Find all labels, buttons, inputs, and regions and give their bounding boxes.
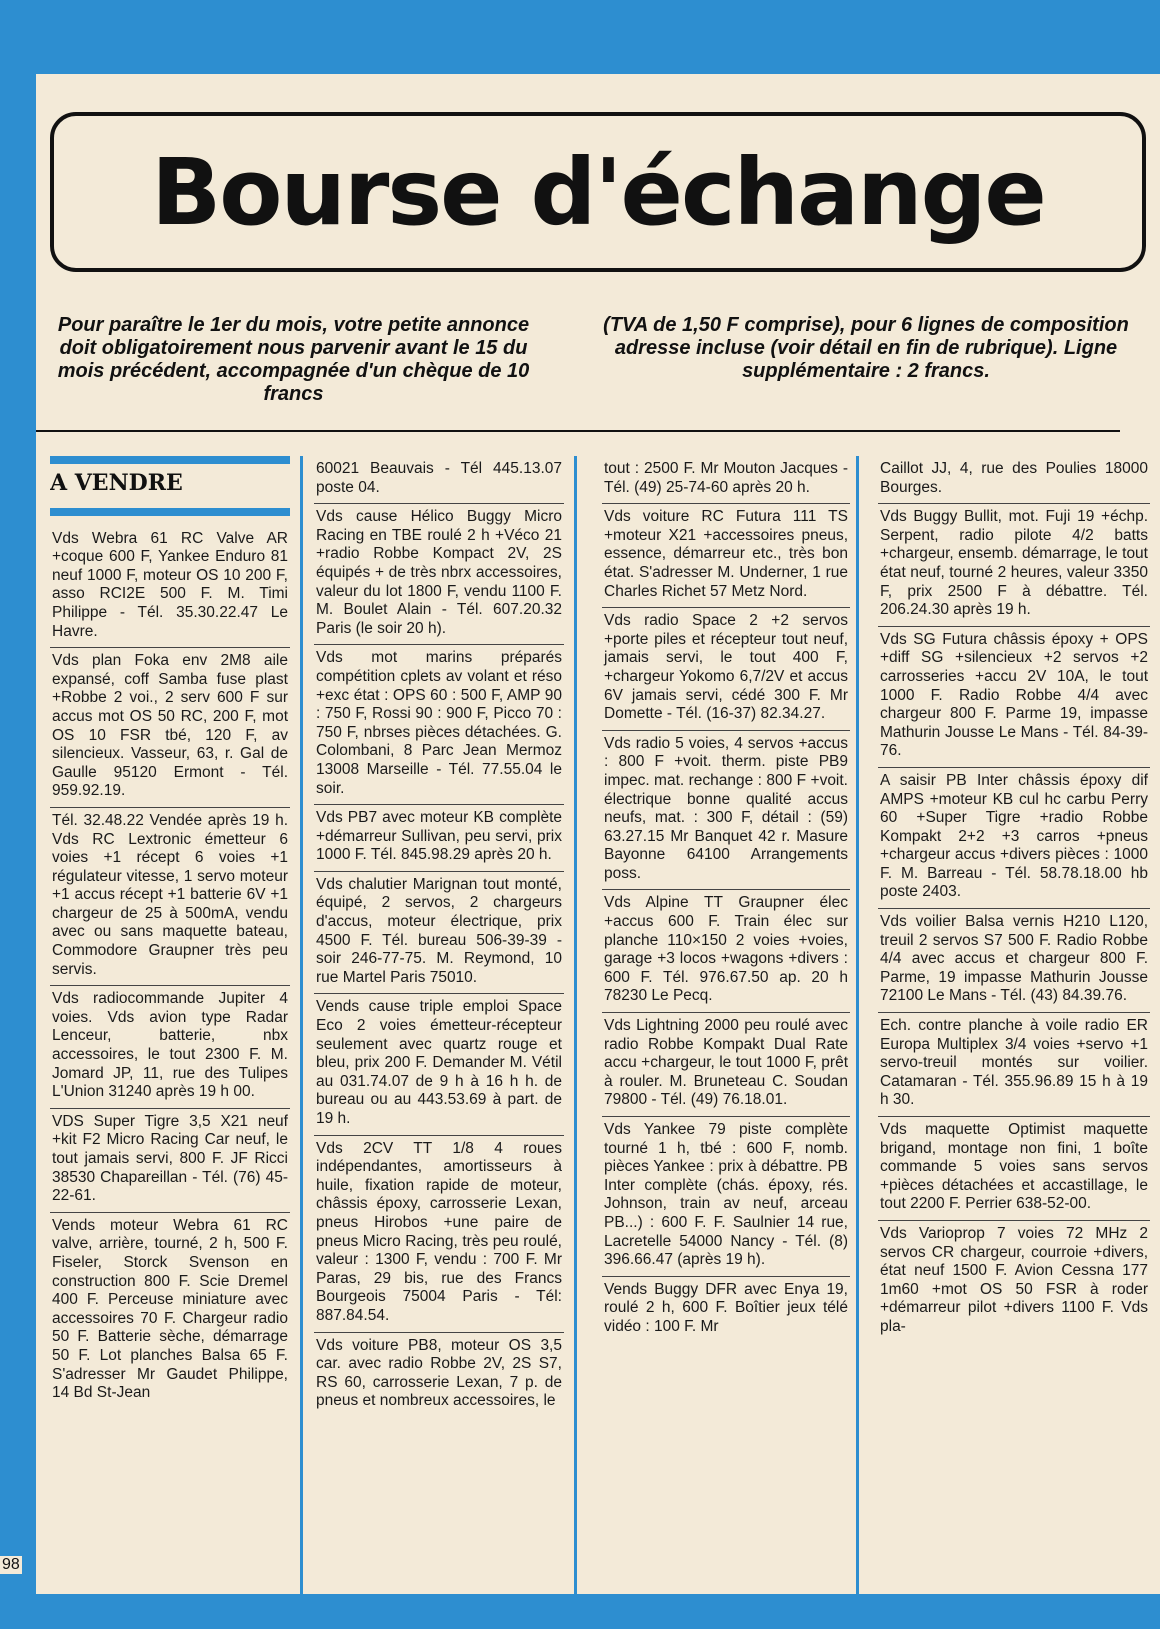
classified-ad: Vds cause Hélico Buggy Micro Racing en TBE roulé 2 h +Véco 21 +radio Robbe Kompact 2V, 2S équipés + de très nbrx accessoires, valeur du lot 1800 F, vendu 1100 F. M. Boulet Alain - Tél. 607.20.32 Paris (le soir 20 h).: [314, 504, 564, 645]
classified-ad: tout : 2500 F. Mr Mouton Jacques - Tél. (49) 25-74-60 après 20 h.: [602, 456, 850, 504]
classified-ad: Vds SG Futura châssis époxy + OPS +diff SG +silencieux +2 servos +2 carrosseries +accu 2V 10A, le tout 1000 F. Radio Robbe 4/4 avec chargeur 800 F. Parme 19, impasse Mathurin Jousse Le Mans - Tél. 84-39-76.: [878, 627, 1150, 768]
magazine-page: [36, 74, 1160, 1594]
column-3: [602, 456, 850, 1594]
classified-ad: Vds Webra 61 RC Valve AR +coque 600 F, Yankee Enduro 81 neuf 1000 F, moteur OS 10 200 F, asso RCI2E 500 F. M. Timi Philippe - Tél. 35.30.22.47 Le Havre.: [50, 526, 290, 649]
section-header: [50, 456, 290, 516]
page-number: 98: [2, 1556, 20, 1573]
classified-ad: Vds maquette Optimist maquette brigand, montage non fini, 1 boîte commande 5 voies sans servos +pièces détachées et accastillage, le tout 2200 F. Perrier 638-52-00.: [878, 1117, 1150, 1221]
column-divider: [574, 456, 577, 1594]
classified-ad: Vds Alpine TT Graupner élec +accus 600 F. Train élec sur planche 110×150 2 voies +voies, garage +3 locos +wagons +divers : 600 F. Tél. 976.67.50 ap. 20 h 78230 Le Pecq.: [602, 890, 850, 1013]
classified-ad: Vds plan Foka env 2M8 aile expansé, coff Samba fuse plast +Robbe 2 voi., 2 serv 600 F sur accus mot OS 50 RC, 200 F, mot OS 10 FSR tbé, 120 F, av silencieux. Vasseur, 63, r. Gal de Gaulle 95120 Ermont - Tél. 959.92.19.: [50, 648, 290, 808]
classified-ad: Vends moteur Webra 61 RC valve, arrière, tourné, 2 h, 500 F. Fiseler, Storck Svenson en construction 800 F. Scie Dremel 400 F. Perceuse miniature avec accessoires 70 F. Chargeur radio 50 F. Batterie sèche, démarrage 50 F. Lot planches Balsa 65 F. S'adresser Mr Gaudet Philippe, 14 Bd St-Jean: [52, 1216, 288, 1402]
classified-ad: Vds PB7 avec moteur KB complète +démarreur Sullivan, peu servi, prix 1000 F. Tél. 845.98.29 après 20 h.: [314, 805, 564, 872]
classified-ad: Vds Yankee 79 piste complète tourné 1 h, tbé : 600 F, nomb. pièces Yankee : prix à débattre. PB Inter complète (chás. époxy, rés. Johnson, train av neuf, arceau PB...) : 600 F. F. Saulnier 14 rue, Lacretelle 54000 Nancy - Tél. (8) 396.66.47 (après 19 h).: [602, 1117, 850, 1277]
classified-ad: Vends Buggy DFR avec Enya 19, roulé 2 h, 600 F. Boîtier jeux télé vidéo : 100 F. Mr: [604, 1280, 848, 1335]
classified-ad: A saisir PB Inter châssis époxy dif AMPS +moteur KB cul hc carbu Perry 60 +Super Tigre +radio Robbe Kompakt 2+2 +3 carros +pneus +chargeur accus +divers pièces : 1000 F. M. Barreau - Tél. 58.78.18.00 hb poste 2403.: [878, 768, 1150, 909]
classified-ad: Vds voiture RC Futura 111 TS +moteur X21 +accessoires pneus, essence, démarreur etc., très bon état. S'adresser M. Underner, 1 rue Charles Richet 57 Metz Nord.: [602, 504, 850, 608]
classified-ad: Vds radiocommande Jupiter 4 voies. Vds avion type Radar Lenceur, batterie, nbx accessoires, le tout 2300 F. M. Jomard JP, 11, rue des Tulipes L'Union 31240 après 19 h 00.: [50, 986, 290, 1109]
header-divider: [36, 430, 1120, 432]
classified-ad: Vends cause triple emploi Space Eco 2 voies émetteur-récepteur seulement avec quartz rouge et bleu, prix 200 F. Demander M. Vétil au 031.74.07 de 9 h à 16 h h. de bureau ou au 443.53.69 à part. de 19 h.: [314, 994, 564, 1135]
column-2: [314, 456, 564, 1594]
classified-ad: Vds radio Space 2 +2 servos +porte piles et récepteur tout neuf, jamais servi, le tout 400 F, +chargeur Yokomo 6,7/2V et accus 6V jamais servi, cédé 300 F. Mr Domette - Tél. (16-37) 82.34.27.: [602, 608, 850, 731]
column-divider: [300, 456, 303, 1594]
intro-text-left: Pour paraître le 1er du mois, votre petite annonce doit obligatoirement nous parvenir avant le 15 du mois précédent, accompagnée d'un chèque de 10 francs: [57, 314, 530, 405]
classified-ad: 60021 Beauvais - Tél 445.13.07 poste 04.: [314, 456, 564, 504]
classified-ad: VDS Super Tigre 3,5 X21 neuf +kit F2 Micro Racing Car neuf, le tout jamais servi, 800 F. JF Ricci 38530 Chapareillan - Tél. (76) 45-22-61.: [50, 1109, 290, 1213]
classified-ad: Vds Varioprop 7 voies 72 MHz 2 servos CR chargeur, courroie +divers, état neuf 1500 F. Avion Cessna 177 1m60 +mot OS 50 FSR à roder +démarreur pilot +divers 1100 F. Vds pla-: [880, 1224, 1148, 1335]
classified-ad: Ech. contre planche à voile radio ER Europa Multiplex 3/4 voies +servo +1 servo-treuil montés sur voilier. Catamaran - Tél. 355.96.89 15 h à 19 h 30.: [878, 1013, 1150, 1117]
classified-ad: Vds voilier Balsa vernis H210 L120, treuil 2 servos S7 500 F. Radio Robbe 4/4 avec accus et chargeur 800 F. Parme, 19 impasse Mathurin Jousse 72100 Le Mans - Tél. (43) 84.39.76.: [878, 909, 1150, 1013]
page-title: Bourse d'échange: [151, 138, 1045, 246]
classified-ad: Tél. 32.48.22 Vendée après 19 h. Vds RC Lextronic émetteur 6 voies +1 récept 6 voies +1 régulateur vitesse, 1 servo moteur +1 accus récept +1 batterie 6V +1 chargeur de 25 à 500mA, vendu avec ou sans maquette bateau, Commodore Graupner très peu servis.: [50, 808, 290, 986]
column-4: [878, 456, 1150, 1594]
intro-text-right: (TVA de 1,50 F comprise), pour 6 lignes de composition adresse incluse (voir détail en fin de rubrique). Ligne supplémentaire : 2 francs.: [603, 314, 1129, 382]
classified-ad: Vds chalutier Marignan tout monté, équipé, 2 servos, 2 chargeurs d'accus, moteur électrique, prix 4500 F. Tél. bureau 506-39-39 - soir 246-77-75. M. Reymond, 10 rue Martel Paris 75010.: [314, 872, 564, 995]
column-divider: [856, 456, 859, 1594]
classified-ad: Vds radio 5 voies, 4 servos +accus : 800 F +voit. therm. piste PB9 impec. mat. rechange : 800 F +voit. électrique bonne qualité accus neufs, mat. : 300 F, détail : (59) 63.27.15 Mr Banquet 42 r. Masure Bayonne 64100 Arrangements poss.: [602, 731, 850, 891]
column-1: [50, 456, 290, 1594]
classified-ad: Vds voiture PB8, moteur OS 3,5 car. avec radio Robbe 2V, 2S S7, RS 60, carrosserie Lexan, 7 p. de pneus et nombreux accessoires, le: [316, 1336, 562, 1410]
classified-ad: Vds Lightning 2000 peu roulé avec radio Robbe Kompakt Dual Rate accu +chargeur, le tout 1000 F, prêt à rouler. M. Bruneteau C. Soudan 79800 - Tél. (49) 76.18.01.: [602, 1013, 850, 1117]
title-banner: [50, 112, 1146, 272]
classified-ad: Vds Buggy Bullit, mot. Fuji 19 +échp. Serpent, radio pilote 4/2 batts +chargeur, ensemb. démarrage, le tout état neuf, tourné 2 heures, valeur 3350 F, prix 2500 F à débattre. Tél. 206.24.30 après 19 h.: [878, 504, 1150, 627]
classified-ad: Vds 2CV TT 1/8 4 roues indépendantes, amortisseurs à huile, fixation rapide de moteur, châssis époxy, carrosserie Lexan, pneus Hirobos +une paire de pneus Micro Racing, très peu roulé, valeur : 1300 F, vendu : 700 F. Mr Paras, 29 bis, rue des Francs Bourgeois 75004 Paris - Tél: 887.84.54.: [314, 1136, 564, 1333]
classified-ad: Vds mot marins préparés compétition cplets av volant et réso +exc état : OPS 60 : 500 F, AMP 90 : 750 F, Rossi 90 : 900 F, Picco 70 : 750 F, nbrses pièces détachées. G. Colombani, 8 Parc Jean Mermoz 13008 Marseille - Tél. 77.55.04 le soir.: [314, 645, 564, 805]
section-title: A VENDRE: [50, 470, 183, 496]
classified-ad: Caillot JJ, 4, rue des Poulies 18000 Bourges.: [878, 456, 1150, 504]
